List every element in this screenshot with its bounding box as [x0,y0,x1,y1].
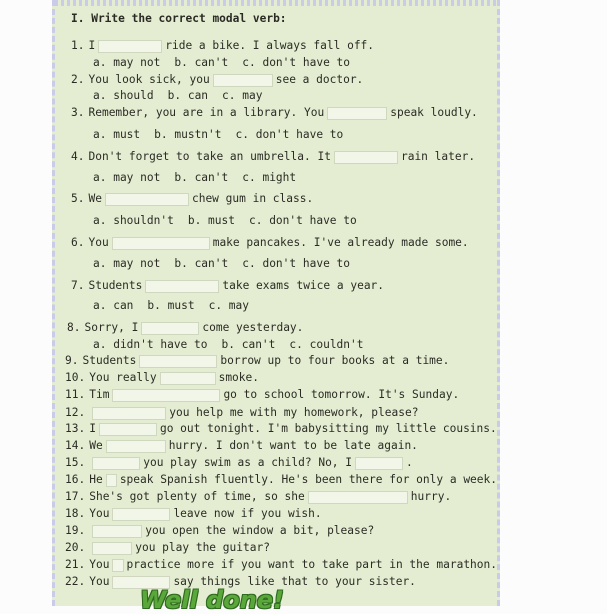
question-number: 7. [71,279,85,292]
question-text-after: ride a bike. I always fall off. [165,39,375,52]
question-row [65,354,497,368]
answer-option[interactable]: b. must [187,214,235,227]
answer-option[interactable]: b. can [167,89,209,102]
question-text-before: I [89,422,96,435]
question-number: 9. [65,354,79,367]
question-text-after: chew gum in class. [191,192,314,205]
question-text-after: rain later. [400,150,476,163]
question-row [65,422,497,436]
answer-blank[interactable] [139,355,217,368]
question-row [71,279,497,293]
worksheet [52,0,500,606]
answer-blank[interactable] [112,389,220,402]
question-number: 8. [67,321,81,334]
answer-option[interactable]: b. can't [174,257,229,270]
answer-option[interactable]: b. can't [221,338,276,351]
question-text-before: We [88,192,102,205]
answer-blank[interactable] [112,237,210,250]
question-number: 16. [65,473,86,486]
question-row [65,507,497,521]
question-number: 4. [71,150,85,163]
question-number: 22. [65,575,86,588]
question-row [65,388,497,402]
answer-option[interactable]: a. may not [93,56,161,69]
question-number: 14. [65,439,86,452]
answer-blank[interactable] [105,193,189,206]
question-row [65,439,497,453]
answer-option[interactable]: b. mustn't [154,128,222,141]
question-number: 2. [71,73,85,86]
answer-options [93,338,497,352]
answer-option[interactable]: c. don't have to [235,128,344,141]
question-row [65,490,497,504]
question-text-before: You really [89,371,157,384]
answer-option[interactable]: a. didn't have to [93,338,208,351]
question-text-before: He [89,473,103,486]
answer-option[interactable]: c. don't have to [242,257,351,270]
question-text-after: you play swim as a child? No, I [143,456,353,469]
answer-blank[interactable] [92,457,140,470]
question-text-before: You [89,507,110,520]
answer-blank[interactable] [112,559,123,572]
answer-blank[interactable] [327,107,387,120]
question-text-before: She's got plenty of time, so she [89,490,305,503]
answer-blank[interactable] [98,40,162,53]
answer-options [93,171,497,185]
question-row [71,192,497,206]
question-text-after: hurry. I don't want to be late again. [168,439,418,452]
question-text-before: Sorry, I [84,321,139,334]
question-row [65,558,497,572]
question-number: 12. [65,406,86,419]
answer-option[interactable]: a. shouldn't [93,214,174,227]
answer-options [93,299,497,313]
answer-blank[interactable] [355,457,403,470]
question-text-after: leave now if you wish. [173,507,322,520]
question-row [71,39,497,53]
question-text-before: Don't forget to take an umbrella. It [88,150,331,163]
answer-options [93,257,497,271]
question-row [67,321,497,335]
question-number: 3. [71,106,85,119]
question-text-after: you play the guitar? [135,541,270,554]
question-number: 6. [71,236,85,249]
answer-option[interactable]: a. may not [93,171,161,184]
question-text-after: smoke. [218,371,259,384]
question-row [65,541,497,555]
question-number: 18. [65,507,86,520]
answer-blank[interactable] [99,423,157,436]
answer-blank[interactable] [106,440,166,453]
answer-options [93,89,497,103]
question-text-before: Students [88,279,143,292]
question-text-after: say things like that to your sister. [173,575,416,588]
question-row [65,456,497,470]
question-text-before: You [88,236,109,249]
exercise-title: I. Write the correct modal verb: [71,12,287,25]
answer-options [93,56,497,70]
question-row [65,406,497,420]
well-done-banner: Well done! [140,586,284,614]
answer-blank[interactable] [141,322,199,335]
question-text-after: practice more if you want to take part in the marathon. [126,558,497,571]
question-text-before: Students [82,354,137,367]
question-text-before: You [89,575,110,588]
question-number: 21. [65,558,86,571]
question-number: 13. [65,422,86,435]
answer-option[interactable]: a. can [93,299,134,312]
answer-option[interactable]: c. might [242,171,297,184]
question-text-after: take exams twice a year. [222,279,385,292]
answer-blank[interactable] [112,508,170,521]
question-number: 5. [71,192,85,205]
answer-option[interactable]: a. may not [93,257,161,270]
question-text-before: Remember, you are in a library. You [88,106,325,119]
question-text-before: Tim [89,388,110,401]
answer-option[interactable]: c. may [222,89,263,102]
answer-option[interactable]: c. may [208,299,249,312]
answer-blank[interactable] [92,407,166,420]
question-text-before: You look sick, you [88,73,210,86]
question-number: 15. [65,456,86,469]
question-number: 19. [65,524,86,537]
question-row [71,150,497,164]
answer-blank[interactable] [106,474,117,487]
question-text-after: you help me with my homework, please? [169,406,419,419]
answer-option[interactable]: a. should [93,89,154,102]
answer-blank[interactable] [92,542,132,555]
question-text-after: borrow up to four books at a time. [220,354,450,367]
answer-blank[interactable] [308,491,408,504]
answer-option[interactable]: c. couldn't [289,338,364,351]
question-row [65,371,497,385]
answer-option[interactable]: b. can't [174,171,229,184]
question-text-after: speak Spanish fluently. He's been there for only a week. [119,473,497,486]
question-text-before: I [88,39,96,52]
question-row [65,473,497,487]
question-row [71,73,497,87]
question-text-end: . [406,456,413,469]
answer-option[interactable]: c. don't have to [242,56,351,69]
question-text-after: go to school tomorrow. It's Sunday. [223,388,460,401]
question-number: 17. [65,490,86,503]
answer-option[interactable]: b. must [147,299,195,312]
answer-blank[interactable] [92,525,142,538]
question-number: 11. [65,388,86,401]
question-row [71,106,497,120]
question-number: 1. [71,39,85,52]
question-row [65,524,497,538]
question-text-after: hurry. [410,490,452,503]
answer-option[interactable]: b. can't [174,56,229,69]
question-text-after: come yesterday. [202,321,304,334]
question-text-after: make pancakes. I've already made some. [212,236,469,249]
answer-options [93,214,497,228]
answer-option[interactable]: a. must [93,128,141,141]
answer-blank[interactable] [145,280,219,293]
question-row [71,236,497,250]
question-text-after: go out tonight. I'm babysitting my little cousins. [159,422,497,435]
answer-blank[interactable] [334,151,398,164]
answer-blank[interactable] [160,372,216,385]
question-text-after: speak loudly. [390,106,478,119]
question-text-after: see a doctor. [275,73,364,86]
question-text-before: You [89,558,110,571]
question-number: 10. [65,371,86,384]
answer-options [93,128,497,142]
answer-blank[interactable] [213,74,273,87]
answer-option[interactable]: c. don't have to [248,214,357,227]
question-number: 20. [65,541,86,554]
question-text-after: you open the window a bit, please? [145,524,375,537]
question-text-before: We [89,439,103,452]
